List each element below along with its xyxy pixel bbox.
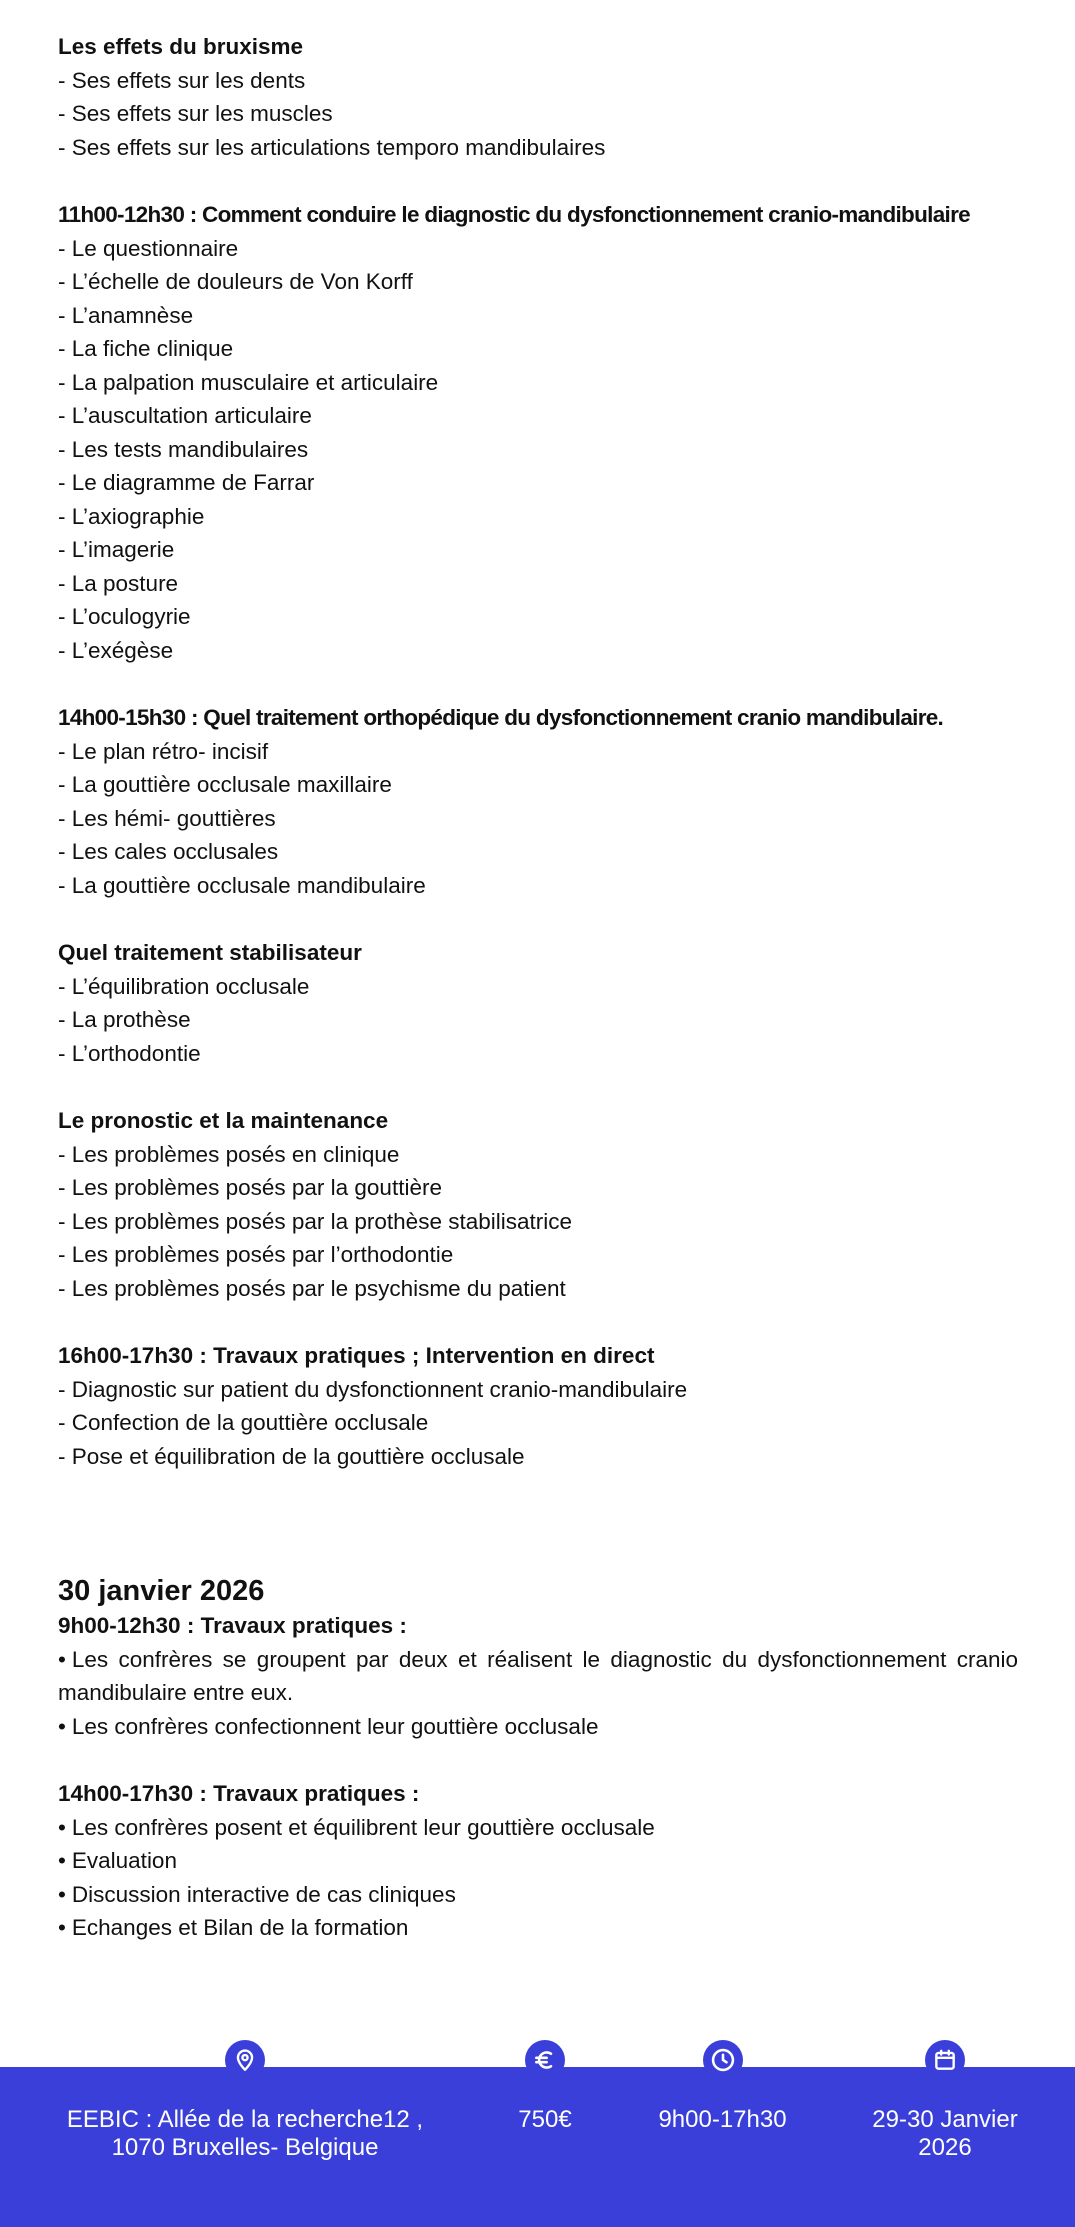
calendar-icon <box>925 2040 965 2080</box>
program-section <box>58 1339 1018 1473</box>
list-item: - L’exégèse <box>58 637 174 663</box>
list-item: - La gouttière occlusale maxillaire <box>58 772 392 797</box>
list-item: - L’axiographie <box>58 503 205 529</box>
list-item: - Le diagramme de Farrar <box>58 470 315 495</box>
list-item: - L’imagerie <box>58 537 175 562</box>
list-item: - L’orthodontie <box>58 1040 201 1066</box>
list-item: - L’oculogyrie <box>58 604 191 629</box>
bullet-mark: • <box>58 1646 66 1672</box>
bullet-text: Evaluation <box>71 1848 177 1873</box>
list-item: - Le plan rétro- incisif <box>58 738 269 764</box>
dates-line1: 29-30 Janvier <box>872 2106 1018 2133</box>
hours-text: 9h00-17h30 <box>658 2106 787 2133</box>
list-item: - L’équilibration occlusale <box>58 973 310 999</box>
bullet-item <box>58 1911 1018 1945</box>
bullet-mark: • <box>58 1915 66 1940</box>
list-item: - Les problèmes posés par le psychisme du patient <box>58 1275 566 1301</box>
list-item: - Le questionnaire <box>58 235 239 261</box>
bullet-text: Echanges et Bilan de la formation <box>71 1915 409 1940</box>
footer-price <box>485 2040 605 2134</box>
list-item: - Les cales occlusales <box>58 839 279 864</box>
section-heading: 11h00-12h30 : Comment conduire le diagnostic du dysfonctionnement cranio-mandibulaire <box>58 202 970 227</box>
list-item: - La fiche clinique <box>58 336 234 361</box>
bullet-text: Les confrères se groupent par deux et réalisent le diagnostic du dysfonctionnement cranio mandibulaire entre eux. <box>58 1646 1018 1705</box>
section-heading: Le pronostic et la maintenance <box>58 1108 389 1133</box>
bullet-mark: • <box>58 1848 66 1873</box>
section-heading: 14h00-15h30 : Quel traitement orthopédique du dysfonctionnement cranio mandibulaire. <box>58 705 944 730</box>
list-item: - Pose et équilibration de la gouttière occlusale <box>58 1443 525 1469</box>
bullet-mark: • <box>58 1814 66 1840</box>
program-section <box>58 30 1018 164</box>
list-item: - Les problèmes posés en clinique <box>58 1141 400 1167</box>
section-heading: Quel traitement stabilisateur <box>58 940 362 965</box>
list-item: - Les problèmes posés par l’orthodontie <box>58 1242 454 1267</box>
location-text <box>40 2106 450 2162</box>
list-item: - Les problèmes posés par la gouttière <box>58 1175 442 1200</box>
bullet-item <box>58 1811 1018 1845</box>
list-item: - La gouttière occlusale mandibulaire <box>58 872 426 898</box>
clock-icon <box>703 2040 743 2080</box>
program-content <box>58 30 1018 1979</box>
day-title: 30 janvier 2026 <box>58 1575 265 1607</box>
program-section <box>58 936 1018 1070</box>
dates-text <box>845 2106 1045 2162</box>
bullet-item <box>58 1844 1018 1878</box>
dates-line2: 2026 <box>918 2134 972 2161</box>
list-item: - La posture <box>58 570 179 596</box>
euro-icon <box>525 2040 565 2080</box>
list-item: - Les tests mandibulaires <box>58 436 309 462</box>
section-heading: 16h00-17h30 : Travaux pratiques ; Intervention en direct <box>58 1343 655 1368</box>
bullet-item <box>58 1643 1018 1710</box>
list-item: - Diagnostic sur patient du dysfonctionnent cranio-mandibulaire <box>58 1376 688 1402</box>
map-pin-icon <box>225 2040 265 2080</box>
bullet-item <box>58 1878 1018 1912</box>
program-section <box>58 701 1018 902</box>
day2-morning-block <box>58 1609 1018 1743</box>
list-item: - L’échelle de douleurs de Von Korff <box>58 269 413 294</box>
session-heading: 14h00-17h30 : Travaux pratiques : <box>58 1781 420 1806</box>
section-heading: Les effets du bruxisme <box>58 34 304 59</box>
list-item: - Les problèmes posés par la prothèse stabilisatrice <box>58 1208 573 1234</box>
day2-afternoon-block <box>58 1777 1018 1945</box>
footer-dates <box>845 2040 1045 2162</box>
program-section <box>58 1104 1018 1305</box>
list-item: - La prothèse <box>58 1007 191 1032</box>
list-item: - La palpation musculaire et articulaire <box>58 369 439 395</box>
day2-section <box>58 1573 1018 1945</box>
location-line1: EEBIC : Allée de la recherche12 , <box>66 2106 424 2133</box>
list-item: - L’anamnèse <box>58 302 194 328</box>
list-item: - Ses effets sur les muscles <box>58 101 333 126</box>
list-item: - Confection de la gouttière occlusale <box>58 1410 429 1435</box>
list-item: - Ses effets sur les articulations temporo mandibulaires <box>58 134 606 160</box>
bullet-item <box>58 1710 1018 1744</box>
bullet-mark: • <box>58 1713 66 1739</box>
list-item: - Ses effets sur les dents <box>58 67 306 93</box>
footer-location <box>40 2040 450 2162</box>
bullet-text: Les confrères confectionnent leur gouttière occlusale <box>71 1713 599 1739</box>
price-text: 750€ <box>518 2106 572 2133</box>
location-line2: 1070 Bruxelles- Belgique <box>111 2134 379 2161</box>
program-section <box>58 198 1018 667</box>
bullet-text: Les confrères posent et équilibrent leur gouttière occlusale <box>71 1814 655 1840</box>
bullet-mark: • <box>58 1881 66 1907</box>
session-heading: 9h00-12h30 : Travaux pratiques : <box>58 1613 407 1638</box>
bullet-text: Discussion interactive de cas cliniques <box>71 1881 456 1907</box>
list-item: - Les hémi- gouttières <box>58 805 276 831</box>
list-item: - L’auscultation articulaire <box>58 403 312 428</box>
footer-hours <box>630 2040 815 2134</box>
